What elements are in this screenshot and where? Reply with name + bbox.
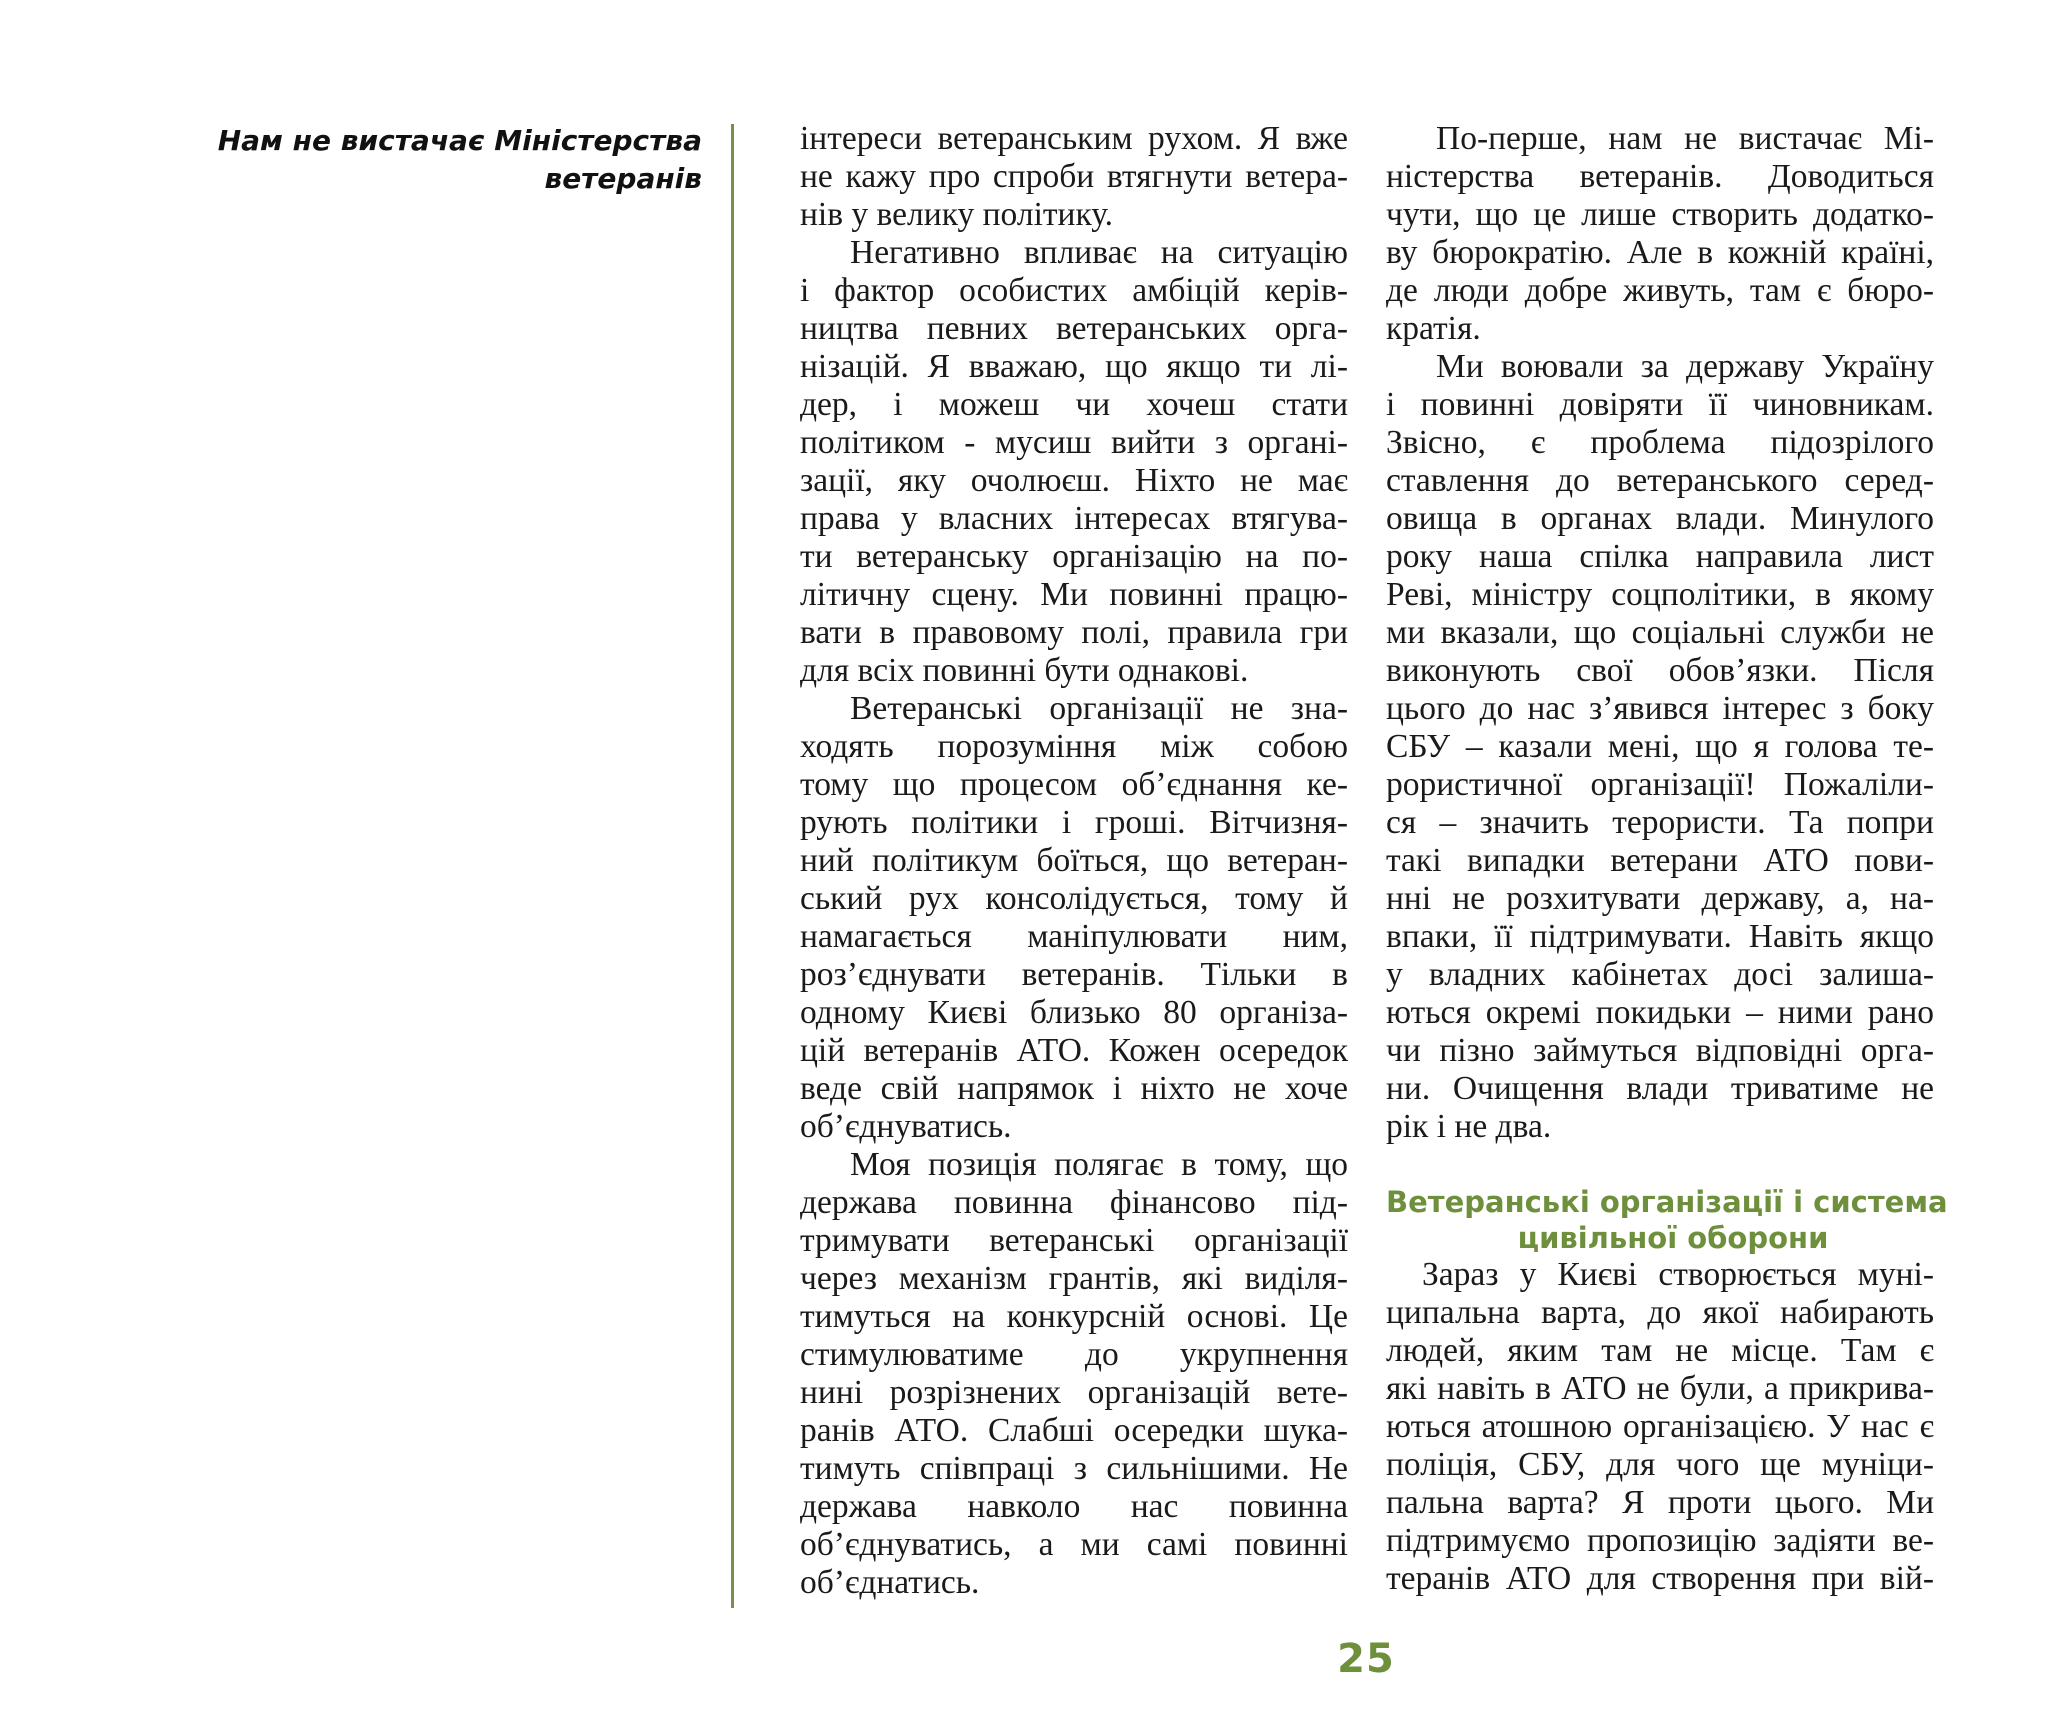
text-line: ти ветеранську організацію на по-	[800, 538, 1348, 575]
paragraph-start-line: Ветеранські організації не зна-	[850, 690, 1348, 727]
section-heading	[1386, 1184, 1948, 1256]
text-line: підтримуємо пропозицію задіяти ве-	[1386, 1522, 1934, 1559]
text-line: ються окремі покидьки – ними рано	[1386, 994, 1934, 1031]
text-line: ходять порозуміння між собою	[800, 728, 1348, 765]
text-line: ни. Очищення влади триватиме не	[1386, 1070, 1934, 1107]
text-line: політиком - мусиш вийти з органі-	[800, 424, 1348, 461]
text-line: ми вказали, що соціальні служби не	[1386, 614, 1934, 651]
text-line: нізацій. Я вважаю, що якщо ти лі-	[800, 348, 1348, 385]
text-line: цій ветеранів АТО. Кожен осередок	[800, 1032, 1348, 1069]
text-line: тимуться на конкурсній основі. Це	[800, 1298, 1348, 1335]
text-line: які навіть в АТО не були, а прикрива-	[1386, 1370, 1934, 1407]
vertical-divider	[731, 124, 734, 1608]
text-line: тому що процесом об’єднання ке-	[800, 766, 1348, 803]
section-heading-line: цивільної оборони	[1517, 1221, 1829, 1255]
article-column-1	[800, 120, 1348, 1602]
text-line: тримувати ветеранські організації	[800, 1222, 1348, 1259]
text-line: рік і не два.	[1386, 1108, 1552, 1145]
text-line: держава навколо нас повинна	[800, 1488, 1348, 1525]
text-line: веде свій напрямок і ніхто не хоче	[800, 1070, 1348, 1107]
text-line: ністерства ветеранів. Доводиться	[1386, 158, 1934, 195]
page-number: 25	[1337, 1636, 1395, 1682]
text-line: через механізм грантів, які виділя-	[800, 1260, 1348, 1297]
text-line: об’єднуватись.	[800, 1108, 1012, 1145]
sidebar-title-line: ветеранів	[544, 162, 702, 195]
text-line: поліція, СБУ, для чого ще муніци-	[1386, 1446, 1934, 1483]
paragraph-start-line: По-перше, нам не вистачає Мі-	[1436, 120, 1934, 157]
text-line: вати в правовому полі, правила гри	[800, 614, 1348, 651]
text-line: тимуть співпраці з сильнішими. Не	[800, 1450, 1348, 1487]
text-line: теранів АТО для створення при вій-	[1386, 1560, 1934, 1597]
text-line: такі випадки ветерани АТО пови-	[1386, 842, 1934, 879]
paragraph-start-line: Зараз у Києві створюється муні-	[1422, 1256, 1934, 1293]
text-line: роз’єднувати ветеранів. Тільки в	[800, 956, 1348, 993]
text-line: ються атошною організацією. У нас є	[1386, 1408, 1934, 1445]
text-line: об’єднуватись, а ми самі повинні	[800, 1526, 1348, 1563]
text-line: нині розрізнених організацій вете-	[800, 1374, 1348, 1411]
text-line: ципальна варта, до якої набирають	[1386, 1294, 1934, 1331]
text-line: намагається маніпулювати ним,	[800, 918, 1348, 955]
text-line: ний політикум боїться, що ветеран-	[800, 842, 1348, 879]
text-line: у владних кабінетах досі залиша-	[1386, 956, 1934, 993]
text-line: ву бюрократію. Але в кожній країні,	[1386, 234, 1934, 271]
text-line: овища в органах влади. Минулого	[1386, 500, 1934, 537]
text-line: нні не розхитувати державу, а, на-	[1386, 880, 1934, 917]
text-line: ставлення до ветеранського серед-	[1386, 462, 1934, 499]
text-line: ництва певних ветеранських орга-	[800, 310, 1348, 347]
text-line: не кажу про спроби втягнути ветера-	[800, 158, 1348, 195]
text-line: нів у велику політику.	[800, 196, 1114, 233]
section-heading-line: Ветеранські організації і система	[1386, 1185, 1948, 1219]
text-line: рористичної організації! Пожаліли-	[1386, 766, 1934, 803]
text-line: для всіх повинні бути однакові.	[800, 652, 1249, 689]
text-line: впаки, її підтримувати. Навіть якщо	[1386, 918, 1934, 955]
text-line: дер, і можеш чи хочеш стати	[800, 386, 1348, 423]
text-line: Реві, міністру соцполітики, в якому	[1386, 576, 1934, 613]
text-line: чути, що це лише створить додатко-	[1386, 196, 1934, 233]
text-line: ський рух консолідується, тому й	[800, 880, 1348, 917]
text-line: де люди добре живуть, там є бюро-	[1386, 272, 1934, 309]
paragraph-start-line: Ми воювали за державу Україну	[1436, 348, 1934, 385]
paragraph-start-line: Негативно впливає на ситуацію	[850, 234, 1348, 271]
text-line: літичну сцену. Ми повинні працю-	[800, 576, 1348, 613]
text-line: кратія.	[1386, 310, 1481, 347]
text-line: Звісно, є проблема підозрілого	[1386, 424, 1934, 461]
paragraph-start-line: Моя позиція полягає в тому, що	[850, 1146, 1348, 1183]
text-line: інтереси ветеранським рухом. Я вже	[800, 120, 1348, 157]
text-line: права у власних інтересах втягува-	[800, 500, 1348, 537]
text-line: і фактор особистих амбіцій керів-	[800, 272, 1348, 309]
text-line: і повинні довіряти її чиновникам.	[1386, 386, 1934, 423]
text-line: цього до нас з’явився інтерес з боку	[1386, 690, 1934, 727]
text-line: держава повинна фінансово під-	[800, 1184, 1348, 1221]
sidebar-title-line: Нам не вистачає Міністерства	[217, 124, 702, 157]
text-line: ся – значить терористи. Та попри	[1386, 804, 1934, 841]
text-line: року наша спілка направила лист	[1386, 538, 1934, 575]
sidebar-pull-quote	[170, 122, 702, 198]
text-line: рують політики і гроші. Вітчизня-	[800, 804, 1348, 841]
text-line: чи пізно займуться відповідні орга-	[1386, 1032, 1934, 1069]
text-line: зації, яку очолюєш. Ніхто не має	[800, 462, 1348, 499]
text-line: виконують свої обов’язки. Після	[1386, 652, 1934, 689]
text-line: пальна варта? Я проти цього. Ми	[1386, 1484, 1934, 1521]
text-line: об’єднатись.	[800, 1564, 980, 1601]
text-line: ранів АТО. Слабші осередки шука-	[800, 1412, 1348, 1449]
text-line: стимулюватиме до укрупнення	[800, 1336, 1348, 1373]
text-line: людей, яким там не місце. Там є	[1386, 1332, 1934, 1369]
article-column-2	[1386, 120, 1948, 1598]
text-line: СБУ – казали мені, що я голова те-	[1386, 728, 1934, 765]
text-line: одному Києві близько 80 організа-	[800, 994, 1348, 1031]
